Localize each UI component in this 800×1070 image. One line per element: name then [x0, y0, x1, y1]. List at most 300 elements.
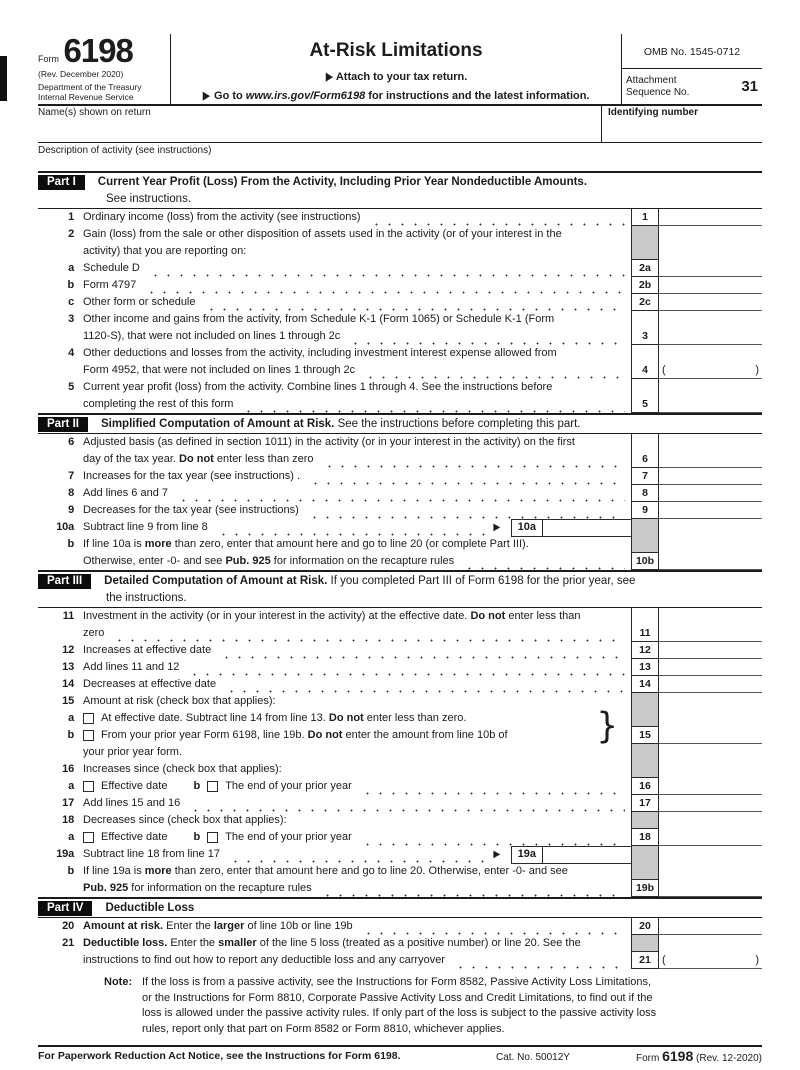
line-number-label: 13	[62, 661, 74, 673]
part-title-line2: the instructions.	[106, 592, 187, 604]
line-text: than zero, enter that amount here and go to line 20. Otherwise, enter -0- and see	[171, 865, 568, 877]
form-row	[38, 744, 762, 761]
amount-column-blank	[659, 846, 762, 863]
checkbox-16b[interactable]	[207, 781, 218, 792]
line-text: 1120-S), that were not included on lines 1 through 2c	[83, 330, 341, 342]
line-number-label: 2	[68, 228, 74, 240]
line-text: Gain (loss) from the sale or other disposition of assets used in the activity (or of your interest in the	[83, 228, 562, 240]
line-box-7: 7	[631, 468, 659, 485]
form-row-8	[38, 485, 762, 502]
line-box-4: 4	[631, 362, 659, 379]
form-row-6	[38, 451, 762, 468]
arrow-icon: ▶	[325, 71, 333, 83]
line-description	[74, 918, 631, 935]
line-number-label	[38, 362, 74, 379]
sequence-number: 31	[741, 78, 758, 95]
line-text: Amount at risk.	[83, 920, 164, 932]
line-text: Deductible loss.	[83, 937, 168, 949]
line-box-shaded	[631, 243, 659, 260]
form-row-12	[38, 642, 762, 659]
form-body	[38, 171, 762, 969]
line-text: Form 4952, that were not included on lines 1 through 2c	[83, 364, 356, 376]
line-text: Do not	[328, 712, 364, 724]
scan-registration-bar	[0, 56, 7, 101]
dot-leaders	[306, 502, 625, 519]
line-text: activity) that you are reporting on:	[83, 245, 247, 257]
paren-close: )	[755, 954, 759, 966]
line-box-shaded	[631, 744, 659, 761]
checkbox-18b[interactable]	[207, 832, 218, 843]
form-row-15	[38, 727, 762, 744]
line-description	[74, 676, 631, 693]
line-box-18: 18	[631, 829, 659, 846]
line-19a-entry-field[interactable]	[511, 846, 631, 864]
dot-leaders	[347, 328, 625, 345]
line-description	[74, 328, 631, 345]
line-text: Effective date	[101, 780, 168, 792]
part-title-bold: Deductible Loss	[105, 902, 195, 914]
amount-column-blank	[659, 226, 762, 243]
form-row	[38, 863, 762, 880]
line-text: If line 10a is	[83, 538, 145, 550]
footer-revision: (Rev. 12-2020)	[693, 1053, 762, 1064]
form-row-5	[38, 396, 762, 413]
line-text: Schedule D	[83, 262, 140, 274]
line-box-19b: 19b	[631, 880, 659, 897]
line-text: Increases at effective date	[83, 644, 212, 656]
amount-field-19b[interactable]	[659, 880, 762, 897]
footer-form-word: Form	[635, 1053, 663, 1064]
line-box-shaded	[631, 846, 659, 863]
line-text: Effective date	[101, 831, 168, 843]
part-bar	[38, 415, 762, 433]
form-row-18	[38, 829, 762, 846]
line-10a-entry-field[interactable]	[511, 519, 631, 537]
line-text: Other form or schedule	[83, 296, 196, 308]
amount-column-blank	[659, 863, 762, 880]
form-row-11	[38, 625, 762, 642]
line-19a-entry-blank[interactable]	[543, 847, 631, 863]
form-row	[38, 243, 762, 260]
line-text: Investment in the activity (or in your interest in the activity) at the effective date.	[83, 610, 471, 622]
form-row	[38, 693, 762, 710]
form-row-13	[38, 659, 762, 676]
line-10a-box-label: 10a	[512, 520, 543, 536]
form-row-2a	[38, 260, 762, 277]
line-box-shaded	[631, 935, 659, 952]
line-number-label: a	[68, 780, 74, 792]
form-row	[38, 226, 762, 243]
form-row-3	[38, 328, 762, 345]
line-box-shaded	[631, 812, 659, 829]
activity-description-label: Description of activity (see instructions)	[38, 145, 212, 156]
line-text: Enter the	[167, 937, 219, 949]
note-block	[38, 975, 658, 1037]
line-description	[74, 863, 631, 880]
form-row-2c	[38, 294, 762, 311]
paperwork-notice: For Paperwork Reduction Act Notice, see the Instructions for Form 6198.	[38, 1050, 401, 1062]
line-text: Form 4797	[83, 279, 137, 291]
dot-leaders	[368, 209, 625, 226]
line-description	[74, 502, 631, 519]
part-bar	[38, 572, 762, 590]
form-row	[38, 311, 762, 328]
line-text: b	[193, 780, 201, 792]
line-box-14: 14	[631, 676, 659, 693]
line-description	[74, 846, 631, 863]
line-text: enter the amount from line 10b of	[342, 729, 508, 741]
paren-open: (	[662, 954, 666, 966]
dot-leaders	[452, 952, 625, 969]
dot-leaders	[143, 277, 625, 294]
line-text: The end of your prior year	[225, 831, 352, 843]
amount-field-1[interactable]	[659, 209, 762, 226]
line-number-label	[38, 243, 74, 260]
arrow-icon: ▶	[203, 90, 211, 102]
line-box-15: 15	[631, 727, 659, 744]
amount-field-20[interactable]	[659, 918, 762, 935]
line-text: b	[193, 831, 201, 843]
line-number-label: 19a	[56, 848, 74, 860]
part-bar	[38, 899, 762, 917]
part-header-III	[38, 570, 762, 608]
line-text: Subtract line 18 from line 17	[83, 848, 220, 860]
sequence-word: Sequence No.	[626, 86, 690, 98]
form-row	[38, 846, 762, 863]
dot-leaders	[186, 659, 625, 676]
line-text: instructions to find out how to report any deductible loss and any carryover	[83, 954, 445, 966]
line-description	[74, 727, 631, 744]
line-description	[74, 935, 631, 952]
amount-field-4[interactable]	[659, 362, 762, 379]
form-revision: (Rev. December 2020)	[38, 69, 124, 79]
part-title-bold: Detailed Computation of Amount at Risk.	[104, 575, 328, 587]
identifying-number-label: Identifying number	[608, 107, 698, 118]
line-box-shaded	[631, 226, 659, 243]
part-header-I	[38, 171, 762, 209]
line-number-label	[38, 553, 74, 570]
attachment-sequence	[622, 69, 762, 104]
amount-field-6[interactable]	[659, 451, 762, 468]
line-text: Pub. 925	[83, 882, 129, 894]
line-box-1: 1	[631, 209, 659, 226]
part-bar	[38, 173, 762, 191]
line-number-label: 14	[62, 678, 74, 690]
form-title-block	[171, 34, 621, 104]
amount-field-21[interactable]	[659, 952, 762, 969]
form-row	[38, 761, 762, 778]
arrow-icon: ▶	[493, 849, 501, 860]
dot-leaders	[319, 880, 625, 897]
omb-number: OMB No. 1545-0712	[622, 34, 762, 69]
part-title	[101, 418, 581, 430]
amount-field-7[interactable]	[659, 468, 762, 485]
line-number-label: c	[68, 296, 74, 308]
line-number-label	[38, 744, 74, 761]
line-description	[74, 659, 631, 676]
line-description	[74, 642, 631, 659]
line-box-9: 9	[631, 502, 659, 519]
line-number-label	[38, 880, 74, 897]
line-description	[74, 226, 631, 243]
form-row-20	[38, 918, 762, 935]
line-box-16: 16	[631, 778, 659, 795]
checkbox-18a[interactable]	[83, 832, 94, 843]
line-description	[74, 311, 631, 328]
line-text: Current year profit (loss) from the activity. Combine lines 1 through 4. See the instructions before	[83, 381, 553, 393]
line-box-5: 5	[631, 396, 659, 413]
amount-field-17[interactable]	[659, 795, 762, 812]
form-row-7	[38, 468, 762, 485]
line-text: smaller	[218, 937, 257, 949]
line-box-2b: 2b	[631, 277, 659, 294]
goto-instruction	[177, 89, 615, 102]
amount-field-10b[interactable]	[659, 553, 762, 570]
line-number-label: 21	[62, 937, 74, 949]
part-badge: Part IV	[38, 901, 92, 916]
dot-leaders	[321, 451, 625, 468]
part-title-bold: Simplified Computation of Amount at Risk.	[100, 418, 335, 430]
line-text: your prior year form.	[83, 746, 183, 758]
line-number-label: 18	[62, 814, 74, 826]
line-description	[74, 485, 631, 502]
line-text: Increases since (check box that applies):	[83, 763, 282, 775]
line-number-label: 10a	[56, 521, 74, 533]
line-number-label	[38, 625, 74, 642]
line-box-shaded	[631, 345, 659, 362]
form-row-17	[38, 795, 762, 812]
form-row-14	[38, 676, 762, 693]
amount-field-9[interactable]	[659, 502, 762, 519]
line-box-10b: 10b	[631, 553, 659, 570]
line-number-label: b	[67, 279, 74, 291]
amount-field-16[interactable]	[659, 778, 762, 795]
part-badge: Part III	[38, 574, 91, 589]
form-row	[38, 519, 762, 536]
line-box-11: 11	[631, 625, 659, 642]
catalog-number: Cat. No. 50012Y	[496, 1052, 570, 1063]
line-box-17: 17	[631, 795, 659, 812]
line-number-label	[38, 952, 74, 969]
amount-field-2a[interactable]	[659, 260, 762, 277]
line-number-label: 17	[62, 797, 74, 809]
part-title	[105, 902, 194, 914]
line-description	[74, 451, 631, 468]
line-description	[74, 744, 631, 761]
line-text: more	[144, 865, 172, 877]
line-number-label: b	[67, 865, 74, 877]
amount-field-5[interactable]	[659, 396, 762, 413]
line-description	[74, 260, 631, 277]
line-text: for information on the recapture rules	[270, 555, 455, 567]
line-text: Other income and gains from the activity, from Schedule K-1 (Form 1065) or Schedule K-1 (Form	[83, 313, 555, 325]
line-description	[74, 778, 631, 795]
line-description	[74, 362, 631, 379]
form-6198-page	[38, 0, 762, 1070]
line-box-shaded	[631, 311, 659, 328]
line-box-shaded	[631, 519, 659, 536]
name-id-row	[38, 106, 762, 143]
form-word: Form	[38, 54, 59, 64]
line-description	[74, 468, 631, 485]
line-text: Increases for the tax year (see instructions) .	[83, 470, 301, 482]
amount-field-13[interactable]	[659, 659, 762, 676]
amount-column-blank	[659, 710, 762, 727]
part-badge: Part II	[38, 417, 88, 432]
form-row	[38, 345, 762, 362]
amount-field-11[interactable]	[659, 625, 762, 642]
form-row-19b	[38, 880, 762, 897]
line-box-shaded	[631, 693, 659, 710]
paren-close: )	[755, 364, 759, 376]
line-19a-box-label: 19a	[512, 847, 543, 863]
amount-field-3[interactable]	[659, 328, 762, 345]
line-number-label: 11	[62, 610, 74, 622]
form-row	[38, 434, 762, 451]
line-text: enter less than zero	[213, 453, 314, 465]
identifying-number-field[interactable]	[601, 106, 762, 142]
amount-field-14[interactable]	[659, 676, 762, 693]
line-text: Subtract line 9 from line 8	[83, 521, 208, 533]
omb-block	[621, 34, 762, 104]
line-text: Adjusted basis (as defined in section 1011) in the activity (or in your interest in the activity) on the first	[83, 436, 575, 448]
form-footer	[38, 1045, 762, 1070]
amount-column-blank	[659, 434, 762, 451]
line-text: day of the tax year.	[83, 453, 180, 465]
irs-url: www.irs.gov/Form6198	[245, 90, 366, 102]
dot-leaders	[223, 676, 625, 693]
dot-leaders	[227, 846, 487, 863]
form-row-9	[38, 502, 762, 519]
line-description	[74, 553, 631, 570]
amount-column-blank	[659, 812, 762, 829]
agency-name: Internal Revenue Service	[38, 92, 134, 102]
line-description	[74, 536, 631, 553]
line-text: Otherwise, enter -0- and see	[83, 555, 226, 567]
line-description	[74, 277, 631, 294]
amount-column-blank	[659, 744, 762, 761]
line-number-label: 6	[68, 436, 74, 448]
line-number-label: a	[68, 262, 74, 274]
line-description	[74, 625, 631, 642]
amount-field-15[interactable]	[659, 727, 762, 744]
goto-suffix: for instructions and the latest information.	[365, 90, 590, 102]
amount-column-blank	[659, 608, 762, 625]
dot-leaders	[187, 795, 625, 812]
amount-column-blank	[659, 345, 762, 362]
part-title-line2: See instructions.	[106, 193, 192, 205]
line-text: Add lines 6 and 7	[83, 487, 169, 499]
line-number-label	[38, 396, 74, 413]
line-description	[74, 829, 631, 846]
line-text: than zero, enter that amount here and go to line 20 (or complete Part III).	[171, 538, 529, 550]
part-title	[104, 575, 635, 587]
form-header	[38, 34, 762, 106]
line-box-shaded	[631, 608, 659, 625]
form-row-21	[38, 952, 762, 969]
dot-leaders	[359, 778, 625, 795]
line-text: Add lines 11 and 12	[83, 661, 180, 673]
checkbox-15b[interactable]	[83, 730, 94, 741]
line-text: Ordinary income (loss) from the activity (see instructions)	[83, 211, 361, 223]
line-text: At effective date. Subtract line 14 from line 13.	[101, 712, 329, 724]
line-box-shaded	[631, 761, 659, 778]
amount-field-2b[interactable]	[659, 277, 762, 294]
amount-column-blank	[659, 379, 762, 396]
line-number-label	[38, 451, 74, 468]
brace-glyph: }	[596, 705, 618, 747]
line-description	[74, 294, 631, 311]
dot-leaders	[360, 918, 625, 935]
line-box-8: 8	[631, 485, 659, 502]
line-text: Do not	[307, 729, 343, 741]
line-box-3: 3	[631, 328, 659, 345]
line-text: Add lines 15 and 16	[83, 797, 181, 809]
part-header-II	[38, 413, 762, 434]
line-number-label: a	[68, 831, 74, 843]
line-text: Do not	[470, 610, 506, 622]
dot-leaders	[307, 468, 625, 485]
amount-field-2c[interactable]	[659, 294, 762, 311]
form-row-4	[38, 362, 762, 379]
checkbox-15a[interactable]	[83, 713, 94, 724]
line-box-shaded	[631, 863, 659, 880]
line-box-2a: 2a	[631, 260, 659, 277]
activity-description-field[interactable]	[38, 143, 762, 171]
part-title-rest: See the instructions before completing this part.	[334, 418, 581, 430]
line-description	[74, 243, 631, 260]
line-description	[74, 519, 631, 536]
form-row-16	[38, 778, 762, 795]
dot-leaders	[215, 519, 487, 536]
amount-column-blank	[659, 761, 762, 778]
line-text: Do not	[179, 453, 214, 465]
line-10a-entry-blank[interactable]	[543, 520, 631, 536]
line-number-label: 4	[68, 347, 74, 359]
checkbox-16a[interactable]	[83, 781, 94, 792]
line-text: zero	[83, 627, 105, 639]
amount-column-blank	[659, 519, 762, 536]
line-number-label: 15	[62, 695, 74, 707]
line-text: for information on the recapture rules	[128, 882, 312, 894]
line-text: more	[144, 538, 172, 550]
line-text: of the line 5 loss (treated as a positive number) or line 20. See the	[256, 937, 581, 949]
line-box-13: 13	[631, 659, 659, 676]
line-box-shaded	[631, 536, 659, 553]
goto-prefix: Go to	[214, 90, 246, 102]
line-text: enter less than	[505, 610, 581, 622]
line-description	[74, 693, 631, 710]
amount-field-12[interactable]	[659, 642, 762, 659]
line-box-shaded	[631, 434, 659, 451]
amount-field-8[interactable]	[659, 485, 762, 502]
amount-field-18[interactable]	[659, 829, 762, 846]
form-row-2b	[38, 277, 762, 294]
line-text: From your prior year Form 6198, line 19b.	[101, 729, 308, 741]
part-title-bold: Current Year Profit (Loss) From the Activity, Including Prior Year Nondeductible Amounts.	[97, 176, 588, 188]
name-field[interactable]	[38, 106, 601, 142]
line-number-label: 20	[62, 920, 74, 932]
note-text: If the loss is from a passive activity, see the Instructions for Form 8582, Passive Activity Loss Limitations, or the Instructions for Form 8810, Corporate Passive Activity Loss and Credit Limitations, to find out if the loss is allowed under the passive activity rules. If only part of the loss is subject to the passive activity loss rules, report only that part on Form 8582 or Form 8810, whichever applies.	[142, 976, 657, 1035]
form-row	[38, 379, 762, 396]
dot-leaders	[175, 485, 625, 502]
part-title-rest: If you completed Part III of Form 6198 for the prior year, see	[327, 575, 636, 587]
line-text: Pub. 925	[225, 555, 271, 567]
line-number-label: a	[68, 712, 74, 724]
dot-leaders	[218, 642, 625, 659]
footer-form-id	[636, 1048, 762, 1064]
amount-column-blank	[659, 693, 762, 710]
